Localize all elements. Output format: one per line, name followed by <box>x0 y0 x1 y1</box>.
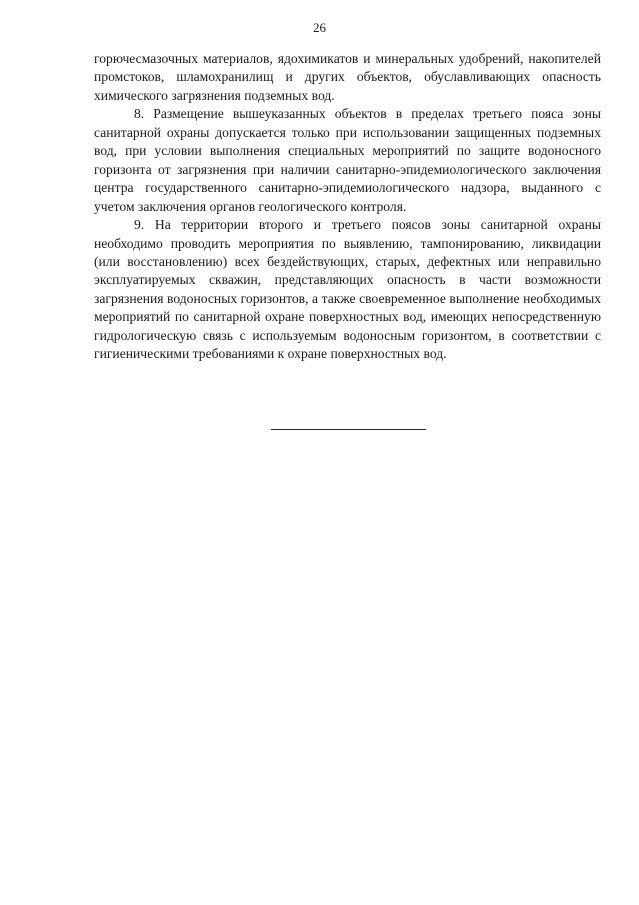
paragraph-continuation: горючесмазочных материалов, ядохимикатов и минеральных удобрений, накопителей промстоков, шламохранилищ и других объектов, обуславливающих опасность химического загрязнения подземных вод. <box>94 51 601 103</box>
page-number: 26 <box>313 20 326 35</box>
paragraph-item-8: 8. Размещение вышеуказанных объектов в пределах третьего пояса зоны санитарной охраны допускается только при использовании защищенных подземных вод, при условии выполнения специальных мероприятий по защите водоносного горизонта от загрязнения при наличии санитарно-эпидемиологического заключения центра государственного санитарно-эпидемиологического надзора, выданного с учетом заключения органов геологического контроля. <box>94 106 601 214</box>
paragraph-item-9: 9. На территории второго и третьего поясов зоны санитарной охраны необходимо проводить мероприятия по выявлению, тампонированию, ликвидации (или восстановлению) всех бездействующих, старых, дефектных или неправильно эксплуатируемых скважин, представляющих опасность в части возможности загрязнения водоносных горизонтов, а также своевременное выполнение необходимых мероприятий по санитарной охране поверхностных вод, имеющих непосредственную гидрологическую связь с используемым водоносным горизонтом, в соответствии с гигиеническими требованиями к охране поверхностных вод. <box>94 217 601 362</box>
document-body <box>94 50 601 364</box>
end-divider-line <box>271 429 426 430</box>
